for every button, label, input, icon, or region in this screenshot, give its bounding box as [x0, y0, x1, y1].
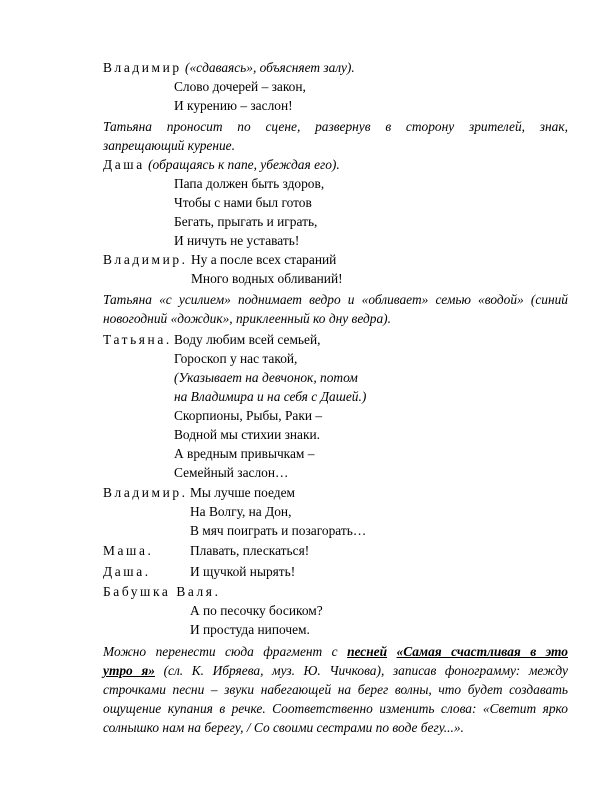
verse-line: Водной мы стихии знаки.: [174, 427, 321, 442]
verse-line: И простуда нипочем.: [190, 622, 310, 637]
song-link: песней: [347, 644, 388, 659]
script-line: [103, 60, 355, 76]
song-title: «Самая счастливая в это: [396, 644, 568, 659]
verse-line: Гороскоп у нас такой,: [174, 351, 298, 366]
song-title: утро я»: [103, 663, 155, 678]
verse-line: Ну а после всех стараний: [191, 252, 337, 267]
verse-line: А по песочку босиком?: [190, 603, 323, 618]
verse-line: В мяч поиграть и позагорать…: [190, 523, 367, 538]
speaker-name: Бабушка Валя.: [103, 584, 221, 599]
verse-line: Мы лучше поедем: [190, 485, 295, 500]
verse-line: Плавать, плескаться!: [190, 543, 310, 558]
verse-line: И щучкой нырять!: [190, 564, 296, 579]
stage-direction-paragraph: новогодний «дождик», приклеенный ко дну ведра).: [103, 311, 391, 326]
verse-line: Скорпионы, Рыбы, Раки –: [174, 408, 323, 423]
verse-line: Слово дочерей – закон,: [174, 79, 306, 94]
stage-direction: (обращаясь к папе, убеждая его).: [148, 157, 340, 172]
stage-direction: (Указывает на девчонок, потом: [174, 370, 358, 385]
speaker-name: Даша.: [103, 564, 151, 579]
verse-line: Воду любим всей семьей,: [174, 332, 321, 347]
note-paragraph: Можно перенести сюда фрагмент с песней «Самая счастливая в это: [103, 644, 568, 659]
note-paragraph: ощущение купания в речке. Соответственно изменить слова: «Светит ярко: [103, 701, 568, 716]
speaker-name: Маша.: [103, 543, 154, 558]
verse-line: Бегать, прыгать и играть,: [174, 214, 318, 229]
speaker-name: Татьяна.: [103, 332, 172, 347]
verse-line: Папа должен быть здоров,: [174, 176, 325, 191]
stage-direction-paragraph: запрещающий курение.: [103, 138, 235, 153]
note-paragraph: строчками песни – звуки набегающей на берег волны, что будет создавать: [103, 682, 568, 697]
note-paragraph: солнышко нам на берегу, / Со своими сестрами по воде бегу...».: [103, 720, 464, 735]
verse-line: А вредным привычкам –: [174, 446, 315, 461]
speaker-name: Даша: [103, 157, 145, 172]
speaker-name: Владимир.: [103, 485, 188, 500]
stage-direction-paragraph: Татьяна проносит по сцене, развернув в сторону зрителей, знак,: [103, 119, 568, 134]
verse-line: Чтобы с нами был готов: [174, 195, 312, 210]
verse-line: И курению – заслон!: [174, 98, 293, 113]
verse-line: И ничуть не уставать!: [174, 233, 300, 248]
note-paragraph: утро я» (сл. К. Ибряева, муз. Ю. Чичкова), записав фонограмму: между: [103, 663, 568, 678]
verse-line: Семейный заслон…: [174, 465, 289, 480]
stage-direction-paragraph: Татьяна «с усилием» поднимает ведро и «обливает» семью «водой» (синий: [103, 292, 568, 307]
stage-direction: на Владимира и на себя с Дашей.): [174, 389, 367, 404]
speaker-name: Владимир.: [103, 252, 188, 267]
verse-line: На Волгу, на Дон,: [190, 504, 292, 519]
stage-direction: («сдаваясь», объясняет залу).: [185, 60, 355, 75]
script-line: [103, 157, 340, 173]
verse-line: Много водных обливаний!: [191, 271, 343, 286]
speaker-name: Владимир: [103, 60, 182, 75]
